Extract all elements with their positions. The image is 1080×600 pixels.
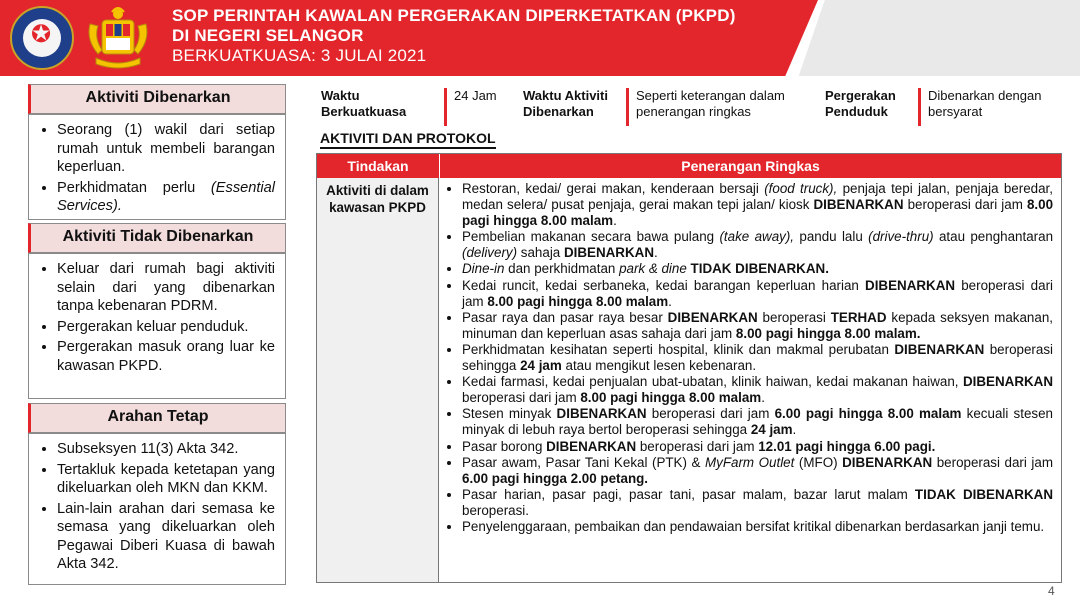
section-title: AKTIVITI DAN PROTOKOL — [320, 130, 496, 149]
page-number: 4 — [1048, 584, 1055, 598]
list-item: • Pasar raya dan pasar raya besar DIBENARKAN beroperasi TERHAD kepada seksyen makanan, minuman dan keperluan asas sahaja dari jam 8.00 pagi hingga 8.00 malam. — [462, 310, 1053, 342]
row-label: Aktiviti di dalam kawasan PKPD — [317, 178, 439, 582]
header-title-line1: SOP PERINTAH KAWALAN PERGERAKAN DIPERKETATKAN (PKPD) — [172, 6, 736, 25]
list-item: • Penyelenggaraan, pembaikan dan pendawaian bersifat kritikal dibenarkan berdasarkan janji temu. — [462, 519, 1053, 535]
effective-hours-label: Waktu Berkuatkuasa — [321, 88, 407, 119]
list-item: • Pembelian makanan secara bawa pulang (take away), pandu lalu (drive-thru) atau penghantaran (delivery) sahaja DIBENARKAN. — [462, 229, 1053, 261]
header-effective-date: BERKUATKUASA: 3 JULAI 2021 — [172, 46, 427, 65]
header-banner — [0, 0, 1080, 76]
list-item: • Lain-lain arahan dari semasa ke semasa yang dikeluarkan oleh Pegawai Diberi Kuasa di bawah Akta 342. — [57, 500, 275, 574]
description-cell — [440, 178, 1061, 582]
list-item: • Pasar harian, pasar pagi, pasar tani, pasar malam, bazar larut malam TIDAK DIBENARKAN beroperasi. — [462, 487, 1053, 519]
list-item: • Stesen minyak DIBENARKAN beroperasi dari jam 6.00 pagi hingga 8.00 malam kecuali stesen minyak di lebuh raya bertol beroperasi sehingga 24 jam. — [462, 406, 1053, 438]
list-item: • Tertakluk kepada ketetapan yang dikeluarkan oleh MKN dan KKM. — [57, 461, 275, 498]
list-item: • Kedai runcit, kedai serbaneka, kedai barangan keperluan harian DIBENARKAN beroperasi dari jam 8.00 pagi hingga 8.00 malam. — [462, 278, 1053, 310]
header-grey-band — [790, 0, 1080, 76]
list-item: • Keluar dari rumah bagi aktiviti selain dari yang dibenarkan tanpa kebenaran PDRM. — [57, 260, 275, 316]
nsc-seal-icon: ✪ — [10, 6, 74, 70]
list-item: • Pasar awam, Pasar Tani Kekal (PTK) & MyFarm Outlet (MFO) DIBENARKAN beroperasi dari jam 6.00 pagi hingga 2.00 petang. — [462, 455, 1053, 487]
standing-orders-box — [28, 433, 286, 585]
forbidden-activities-box — [28, 253, 286, 399]
description-list — [440, 178, 1061, 535]
activity-hours-value: Seperti keterangan dalam penerangan ringkas — [626, 88, 816, 126]
malaysia-coat-of-arms-icon — [82, 4, 154, 72]
list-item: • Pasar borong DIBENARKAN beroperasi dari jam 12.01 pagi hingga 6.00 pagi. — [462, 439, 1053, 455]
list-item: • Pergerakan masuk orang luar ke kawasan PKPD. — [57, 338, 275, 375]
list-item: • Kedai farmasi, kedai penjualan ubat-ubatan, klinik haiwan, kedai makanan haiwan, DIBENARKAN beroperasi dari jam 8.00 pagi hingga 8.00 malam. — [462, 374, 1053, 406]
list-item: • Pergerakan keluar penduduk. — [57, 318, 275, 337]
list-item: • Perkhidmatan perlu (Essential Services). — [57, 179, 275, 216]
list-item: • Restoran, kedai/ gerai makan, kenderaan bersaji (food truck), penjaja tepi jalan, penjaja beredar, medan selera/ pusat penjaja, gerai makan tepi jalan/ kiosk DIBENARKAN beroperasi dari jam 8.00 pagi hingga 8.00 malam. — [462, 181, 1053, 229]
column-header-description: Penerangan Ringkas — [440, 154, 1061, 178]
activity-hours-label: Waktu Aktiviti Dibenarkan — [523, 88, 608, 119]
list-item: • Seorang (1) wakil dari setiap rumah untuk membeli barangan keperluan. — [57, 121, 275, 177]
list-item: • Subseksyen 11(3) Akta 342. — [57, 440, 275, 459]
standing-orders-heading: Arahan Tetap — [28, 403, 286, 433]
header-title — [172, 6, 736, 66]
effective-hours-value: 24 Jam — [444, 88, 514, 126]
protocol-table — [316, 153, 1062, 583]
allowed-activities-box — [28, 114, 286, 220]
resident-movement-label: Pergerakan Penduduk — [825, 88, 896, 119]
allowed-activities-heading: Aktiviti Dibenarkan — [28, 84, 286, 114]
list-item: • Dine-in dan perkhidmatan park & dine TIDAK DIBENARKAN. — [462, 261, 1053, 277]
list-item: • Perkhidmatan kesihatan seperti hospital, klinik dan makmal perubatan DIBENARKAN beroperasi sehingga 24 jam atau mengikut lesen kebenaran. — [462, 342, 1053, 374]
forbidden-activities-heading: Aktiviti Tidak Dibenarkan — [28, 223, 286, 253]
column-header-action: Tindakan — [317, 154, 440, 178]
resident-movement-value: Dibenarkan dengan bersyarat — [918, 88, 1068, 126]
header-title-line2: DI NEGERI SELANGOR — [172, 26, 364, 45]
